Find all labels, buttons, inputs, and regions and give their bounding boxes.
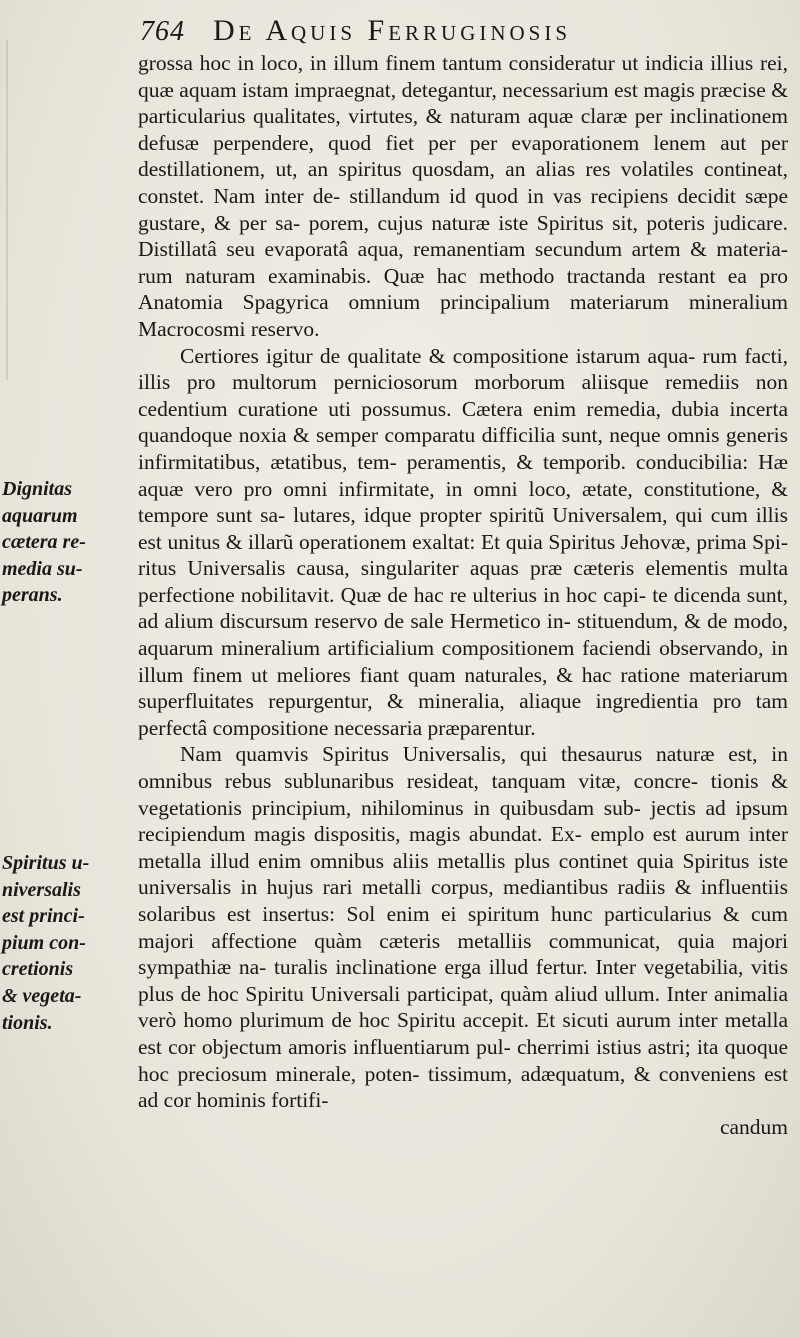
text-line: fiant quam naturales, & hac ratione materiarum superfluitates [138, 662, 788, 714]
paragraph-3 [138, 741, 788, 1140]
text-line: animalia verò homo plurimum de hoc Spiritu accepit. Et sicuti [138, 981, 789, 1033]
text-line: mineralium Macrocosmi reservo. [138, 290, 788, 341]
catchword: candum [719, 1114, 788, 1139]
text-line: multa perfectione nobilitavit. Quæ de hac re ulterius in hoc capi- [138, 556, 788, 607]
text-line: stillandum id quod in vas recipiens decidit sæpe gustare, & per sa- [138, 183, 788, 235]
text-line: jectis ad ipsum recipiendum magis dispositis, magis abundat. Ex- [138, 795, 788, 847]
text-line: Certiores igitur de qualitate & compositione istarum aqua- [180, 343, 703, 368]
text-line: infirmitate, in omni loco, ætate, constitutione, & tempore sunt sa- [138, 476, 788, 528]
running-head: De Aquis Ferruginosis [213, 14, 572, 47]
text-line: stituendum, & de modo, aquarum mineralium artificialium [138, 609, 788, 661]
text-line: compositionem faciendi observando, in illum finem ut meliores [138, 636, 789, 687]
marginal-note-spiritus [2, 850, 132, 1036]
text-line: in omnibus rebus sublunaribus resideat, tanquam vitæ, concre- [138, 742, 788, 794]
page-header [140, 14, 780, 50]
sidenote-line: aquarum [2, 504, 78, 527]
paragraph-2 [138, 343, 788, 742]
text-line: rum facti, illis pro multorum perniciosorum morborum aliisque [138, 343, 789, 395]
text-line: aurum inter metalla est cor objectum amoris influentiarum pul- [138, 1008, 788, 1059]
page-number: 764 [140, 16, 185, 47]
text-line: remedia, dubia incerta quandoque noxia & semper comparatu [138, 396, 788, 448]
text-line: ritus Universalis causa, singulariter aquas præ cæteris elementis [138, 556, 740, 581]
sidenote-line: media su- [2, 557, 83, 580]
text-line: peramentis, & temporib. conducibilia: Hæ aquæ vero pro omni [138, 449, 788, 501]
text-line: rum naturam examinabis. Quæ hac methodo tractanda restant [138, 263, 728, 288]
text-line: Sol enim ei spiritum hunc particularius & cum majori affectione [138, 902, 788, 953]
text-line: compositione necessaria præparentur. [212, 715, 536, 740]
text-line: aquæ claræ per inclinationem defusæ perpendere, quod fiet per [138, 104, 788, 155]
text-line: seu evaporatâ aqua, remanentiam secundum artem & materia- [226, 237, 788, 262]
sidenote-line: & vegeta- [2, 984, 82, 1007]
marginal-note-dignitas [2, 476, 132, 609]
text-line: tissimum, adæquatum, & conveniens est ad cor hominis fortifi- [138, 1061, 788, 1113]
text-line: emplo est aurum inter metalla illud enim omnibus aliis metallis [138, 822, 788, 873]
text-line: Nam quamvis Spiritus Universalis, qui thesaurus naturæ est, [180, 742, 772, 767]
sidenote-line: tionis. [2, 1011, 53, 1034]
text-line: illius rei, quæ aquam istam impraegnat, detegantur, necessarium [138, 51, 788, 102]
paragraph-1 [138, 50, 788, 343]
sidenote-line: Spiritus u- [2, 852, 90, 874]
text-line: turalis inclinatione erga illud fertur. Inter vegetabilia, vitis plus [138, 955, 789, 1006]
sidenote-line: pium con- [2, 931, 86, 954]
text-line: est magis præcise & particularius qualitates, virtutes, & naturam [138, 77, 788, 129]
text-line: remediis non cedentium curatione uti possumus. Cætera enim [138, 370, 788, 421]
text-line: porem, cujus naturæ iste Spiritus sit, poteris judicare. Distillatâ [138, 210, 788, 262]
sidenote-line: Dignitas [2, 478, 73, 500]
text-line: cherrimi istius astri; ita quoque hoc preciosum minerale, poten- [138, 1034, 788, 1086]
page-edge-shadow [6, 40, 8, 380]
text-line: te dicenda sunt, ad alium discursum reservo de sale Hermetico in- [138, 582, 788, 634]
sidenote-line: est princi- [2, 905, 85, 928]
sidenote-line: cætera re- [2, 531, 86, 554]
text-line: quàm cæteris metalliis communicat, quia majori sympathiæ na- [138, 928, 789, 980]
sidenote-line: cretionis [2, 958, 74, 981]
body-text [138, 50, 788, 1140]
text-line: de hoc Spiritu Universali participat, quàm aliud ullum. Inter [180, 981, 714, 1006]
sidenote-line: niversalis [2, 878, 81, 901]
text-line: corpus, mediantibus radiis & influentiis solaribus est insertus: [138, 875, 788, 926]
text-line: & illarũ operationem exaltat: Et quia Spiritus Jehovæ, prima Spi- [225, 529, 789, 554]
text-line: quosdam, an alias res volatiles contineat, constet. Nam inter de- [138, 157, 788, 208]
text-line: ea pro Anatomia Spagyrica omnium principalium materiarum [138, 263, 788, 315]
text-line: plus continet quia Spiritus iste universalis in hujus rari metalli [138, 848, 789, 900]
text-line: grossa hoc in loco, in illum finem tantum consideratur ut indicia [138, 51, 711, 75]
text-line: repurgentur, & mineralia, aliaque ingredientia pro tam perfectâ [138, 689, 788, 740]
text-line: difficilia sunt, neque omnis generis infirmitatibus, ætatibus, tem- [138, 423, 788, 474]
sidenote-line: perans. [2, 584, 63, 607]
text-line: lutares, idque propter spiritũ Universalem, qui cum illis est unitus [138, 503, 788, 554]
text-line: per evaporationem lenem aut per destillationem, ut, an spiritus [138, 130, 788, 182]
text-line: tionis & vegetationis principium, nihilominus in quibusdam sub- [138, 769, 788, 820]
